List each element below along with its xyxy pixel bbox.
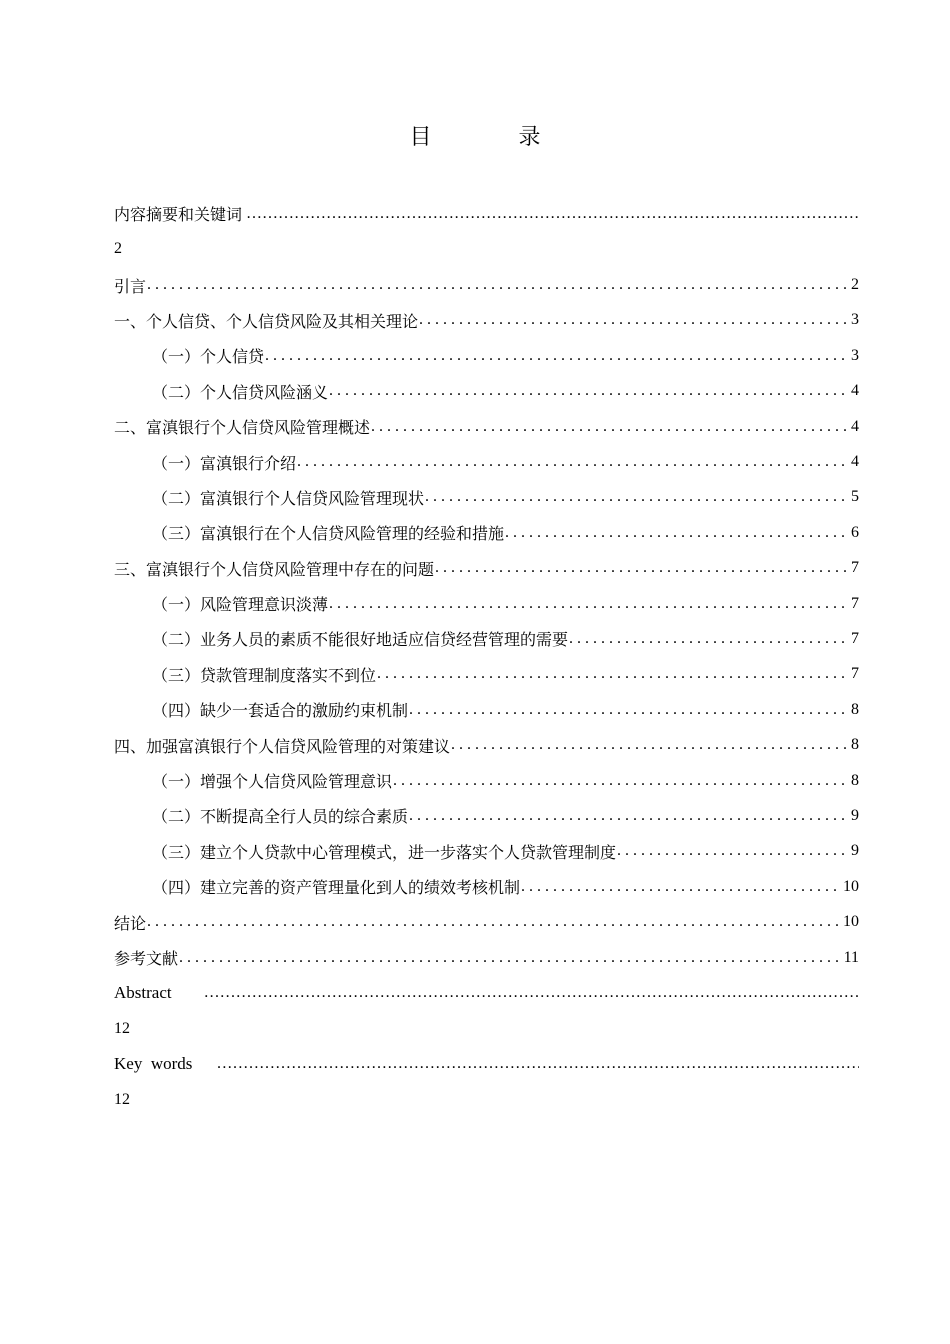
- dot-leader: [329, 595, 848, 613]
- dot-leader: [265, 347, 848, 365]
- toc-entry-section[interactable]: [114, 763, 859, 798]
- toc-entry-page: 8: [851, 700, 859, 718]
- toc-entry-label: （四）缺少一套适合的激励约束机制: [152, 701, 409, 721]
- toc-entry-label: 一、个人信贷、个人信贷风险及其相关理论: [114, 311, 419, 331]
- toc-entry-label: （四）建立完善的资产管理量化到人的绩效考核机制: [152, 878, 521, 898]
- toc-entry-label: （一）个人信贷: [152, 347, 265, 367]
- toc-entry-section[interactable]: [114, 834, 859, 869]
- dot-leader: [246, 205, 859, 223]
- toc-entry-page: 11: [843, 948, 859, 966]
- toc-entry-section[interactable]: [114, 444, 859, 479]
- dot-leader: [617, 842, 848, 860]
- toc-entry-introduction[interactable]: [114, 267, 859, 302]
- toc-entry-abstract-en[interactable]: [114, 975, 859, 1010]
- toc-entry-references[interactable]: [114, 940, 859, 975]
- dot-leader: [409, 807, 848, 825]
- toc-entry-label: （三）富滇银行在个人信贷风险管理的经验和措施: [152, 524, 505, 544]
- toc-entry-label: 内容摘要和关键词: [114, 205, 243, 225]
- toc-entry-page: 2: [114, 240, 122, 258]
- toc-entry-page: 7: [851, 665, 859, 683]
- toc-entry-chapter-2[interactable]: [114, 409, 859, 444]
- toc-entry-section[interactable]: [114, 515, 859, 550]
- dot-leader: [409, 701, 848, 719]
- toc-entry-label: （二）个人信贷风险涵义: [152, 382, 329, 402]
- toc-entry-label: 参考文献: [114, 949, 179, 968]
- toc-entry-label: 引言: [114, 276, 147, 296]
- toc-entry-conclusion[interactable]: [114, 904, 859, 939]
- toc-entry-section[interactable]: [114, 657, 859, 692]
- toc-entry-label: （二）业务人员的素质不能很好地适应信贷经营管理的需要: [152, 630, 569, 650]
- toc-entry-label: （三）建立个人贷款中心管理模式，进一步落实个人贷款管理制度: [152, 842, 617, 862]
- toc-entry-section[interactable]: [114, 480, 859, 515]
- toc-entry-section[interactable]: [114, 586, 859, 621]
- toc-entry-page: 6: [851, 523, 859, 541]
- toc-entry-page: 12: [114, 1090, 130, 1108]
- toc-entry-section[interactable]: [114, 621, 859, 656]
- toc-entry-chapter-1[interactable]: [114, 303, 859, 338]
- dot-leader: [393, 772, 848, 790]
- dot-leader: [329, 382, 848, 400]
- toc-entry-label: Abstract: [114, 982, 172, 1002]
- dot-leader: [505, 524, 848, 542]
- dot-leader: [216, 1055, 859, 1073]
- dot-leader: [569, 630, 848, 648]
- toc-entry-page: 2: [851, 276, 859, 294]
- toc-entry-page: 8: [851, 771, 859, 789]
- toc-entry-label: 三、富滇银行个人信贷风险管理中存在的问题: [114, 559, 435, 579]
- toc-entry-abstract-keywords[interactable]: [114, 196, 859, 231]
- dot-leader: [297, 453, 848, 471]
- toc-entry-page: 4: [851, 453, 859, 471]
- toc-entry-page: 10: [843, 877, 859, 895]
- toc-entry-page: 3: [851, 311, 859, 329]
- toc-entry-label: Key words: [114, 1054, 193, 1074]
- toc-entry-page: 4: [851, 417, 859, 435]
- toc-entry-label: （二）不断提高全行人员的综合素质: [152, 807, 409, 827]
- toc-entry-section[interactable]: [114, 869, 859, 904]
- toc-entry-section[interactable]: [114, 692, 859, 727]
- toc-entry-chapter-3[interactable]: [114, 551, 859, 586]
- toc-entry-page: 9: [851, 806, 859, 824]
- page-title: 目 录: [409, 125, 581, 150]
- toc-entry-page: 3: [851, 346, 859, 364]
- toc-entry-page: 8: [851, 736, 859, 754]
- dot-leader: [377, 665, 848, 683]
- toc-entry-page: 5: [851, 488, 859, 506]
- dot-leader: [179, 949, 841, 967]
- toc-entry-section[interactable]: [114, 374, 859, 409]
- toc-entry-label: 结论: [114, 913, 147, 933]
- dot-leader: [147, 913, 840, 931]
- dot-leader: [371, 418, 848, 436]
- toc-entry-keywords-en[interactable]: [114, 1047, 859, 1082]
- toc-entry-label: 二、富滇银行个人信贷风险管理概述: [114, 418, 371, 438]
- toc-entry-section[interactable]: [114, 798, 859, 833]
- toc-entry-label: （一）风险管理意识淡薄: [152, 595, 329, 615]
- toc-entry-chapter-4[interactable]: [114, 727, 859, 762]
- toc-entry-label: 四、加强富滇银行个人信贷风险管理的对策建议: [114, 736, 451, 756]
- dot-leader: [521, 878, 840, 896]
- dot-leader: [425, 488, 848, 506]
- table-of-contents: [114, 196, 859, 1118]
- toc-entry-page: 10: [843, 913, 859, 931]
- toc-entry-label: （二）富滇银行个人信贷风险管理现状: [152, 488, 425, 508]
- dot-leader: [204, 984, 859, 1002]
- toc-entry-label: （一）增强个人信贷风险管理意识: [152, 772, 393, 792]
- toc-entry-section[interactable]: [114, 338, 859, 373]
- toc-entry-page: 7: [851, 629, 859, 647]
- toc-entry-page: 12: [114, 1019, 130, 1037]
- dot-leader: [147, 276, 848, 294]
- toc-entry-label: （三）贷款管理制度落实不到位: [152, 665, 377, 685]
- dot-leader: [451, 736, 848, 754]
- toc-entry-page: 7: [851, 559, 859, 577]
- toc-entry-label: （一）富滇银行介绍: [152, 453, 297, 473]
- dot-leader: [435, 559, 848, 577]
- toc-entry-page: 4: [851, 382, 859, 400]
- dot-leader: [419, 311, 848, 329]
- toc-entry-page: 7: [851, 594, 859, 612]
- toc-entry-page: 9: [851, 842, 859, 860]
